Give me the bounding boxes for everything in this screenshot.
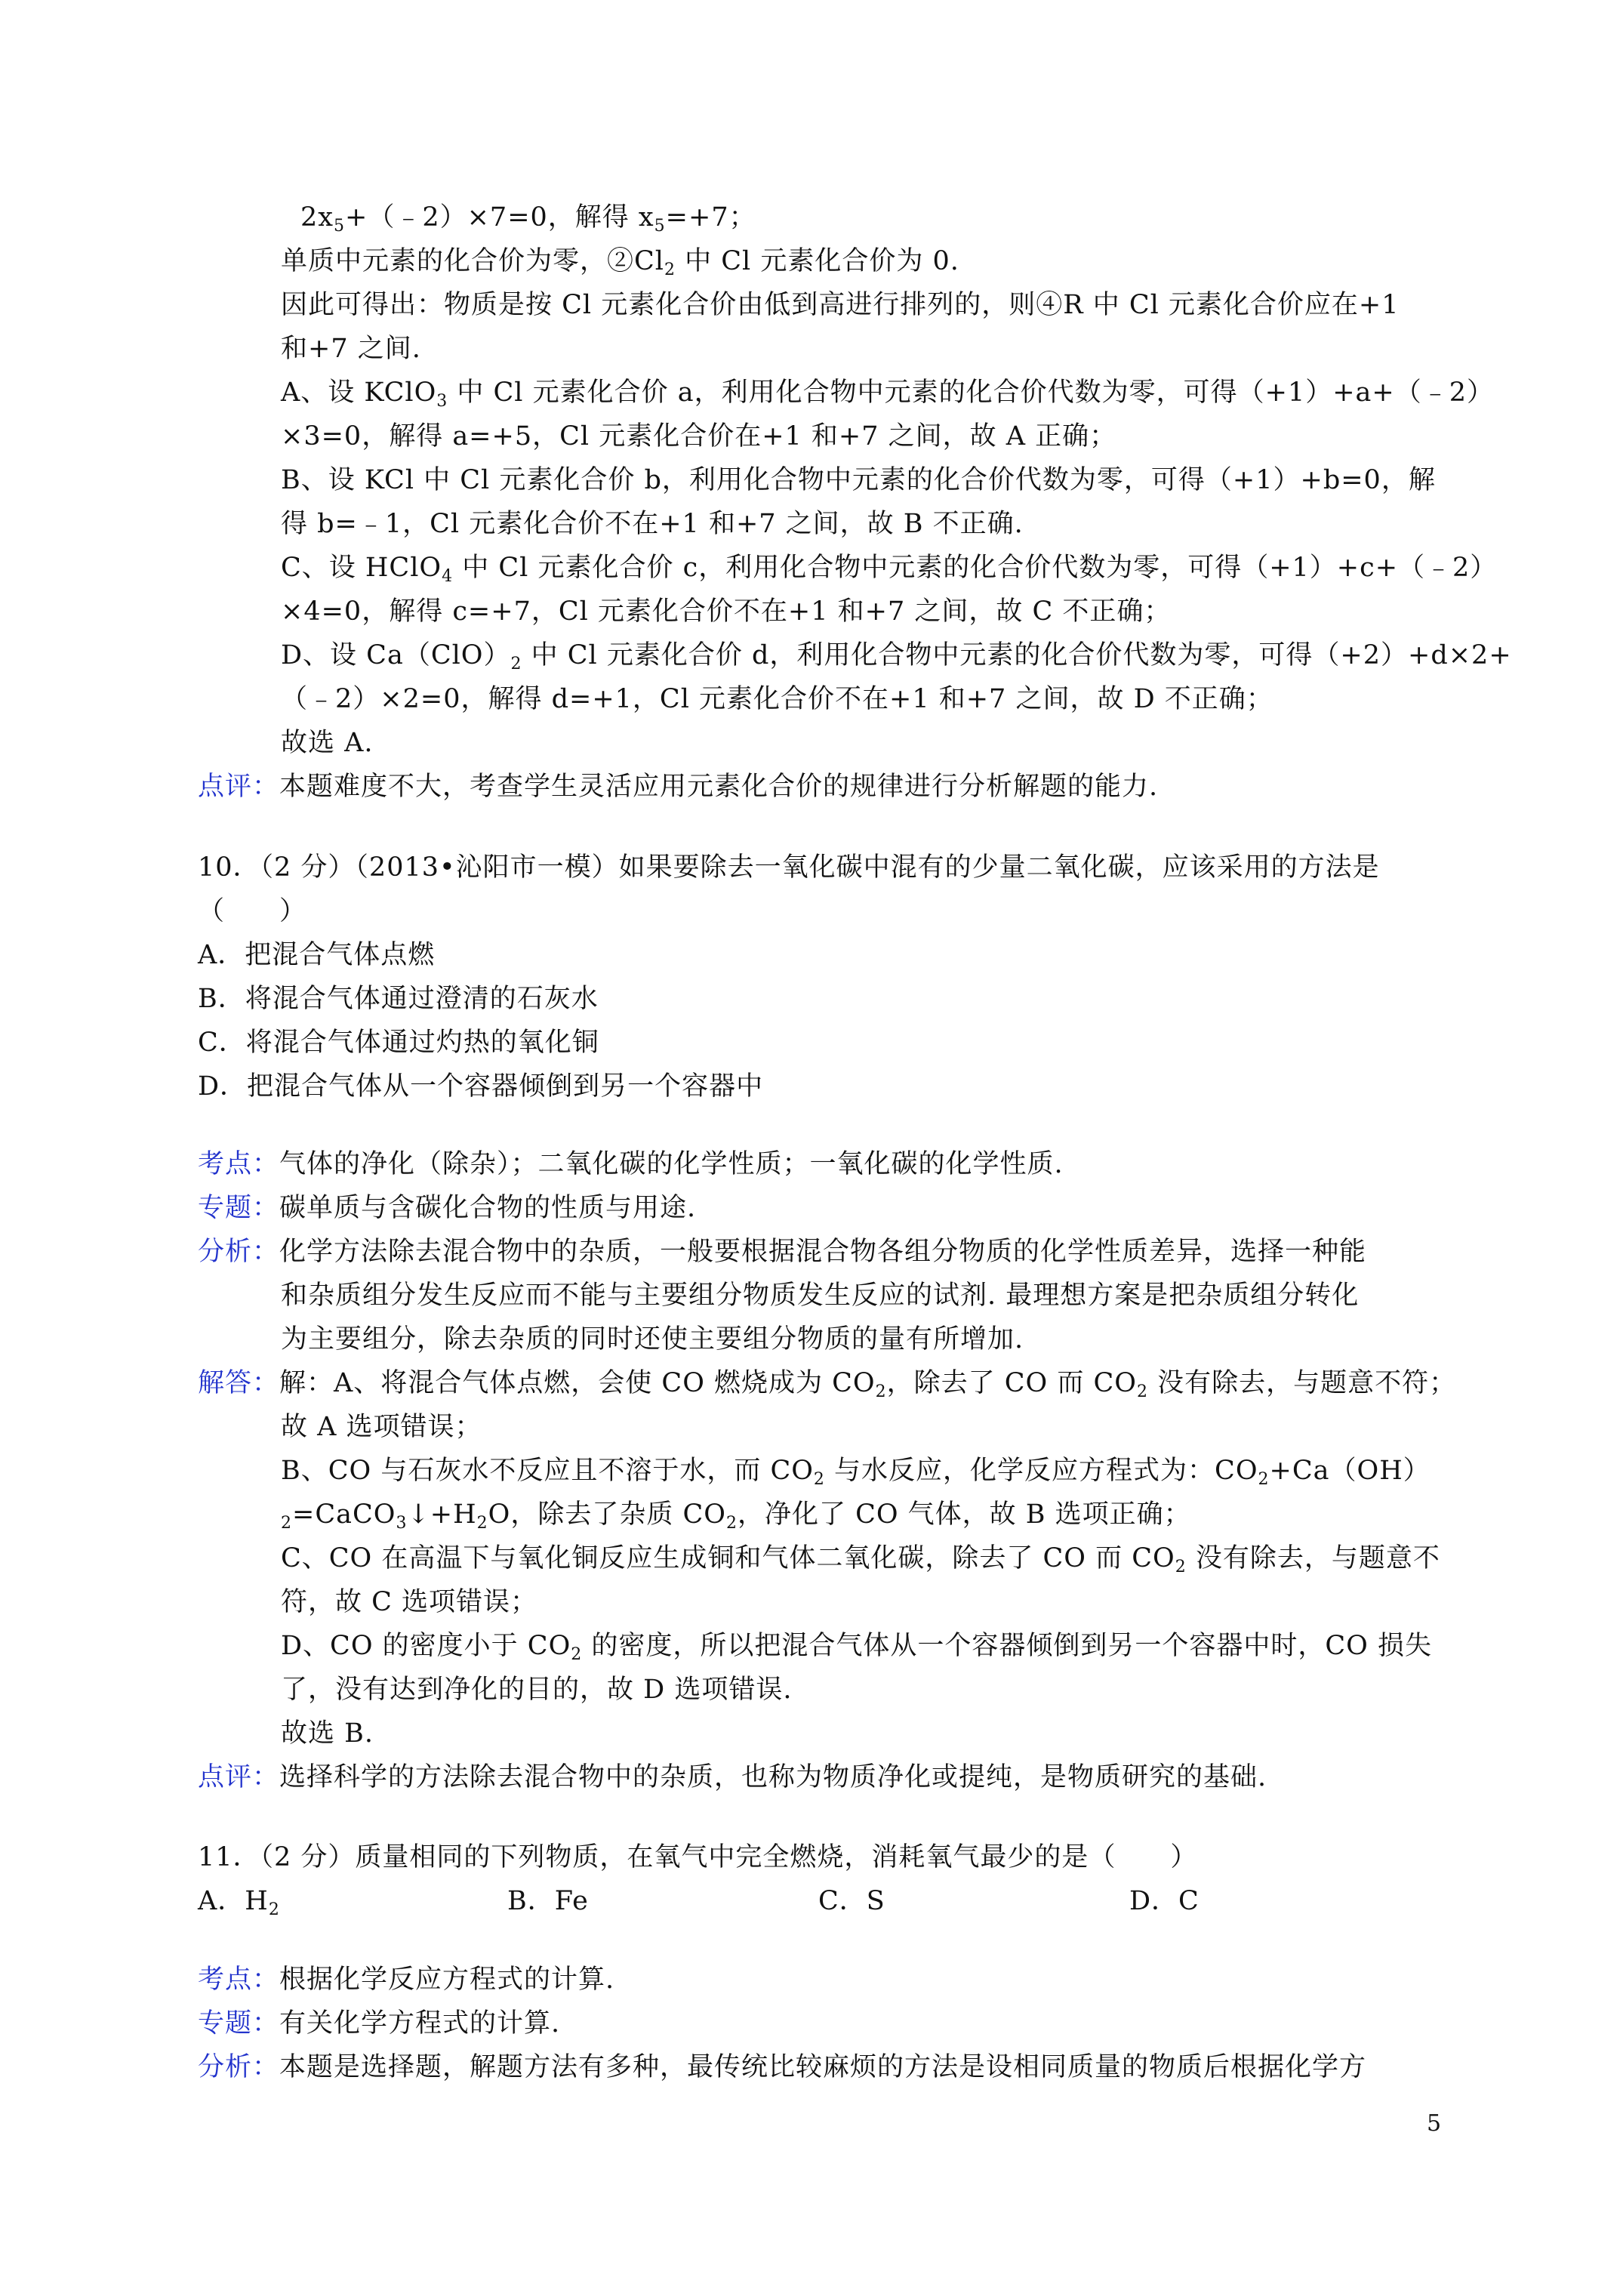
q10-jieda-3: B、CO 与石灰水不反应且不溶于水，而 $CO_2$ 与水反应，化学反应方程式为：$CO_2+Ca(OH)$ [281, 1456, 1431, 1489]
q9-line-11: D、设 $Ca(ClO)_2$ 中 Cl 元素化合价 d，利用化合物中元素的化合价代数为零，可得（+2）+d×2+ [281, 640, 1512, 673]
q11-zhuanti: 专题：有关化学方程式的计算. [198, 2008, 561, 2039]
q9-line-7: B、设 KCl 中 Cl 元素化合价 b，利用化合物中元素的化合价代数为零，可得（+1）+b=0，解 [281, 465, 1436, 495]
q10-kaodian: 考点：气体的净化（除杂）；二氧化碳的化学性质；一氧化碳的化学性质. [198, 1149, 1064, 1179]
q9-line-4: 和+7 之间. [281, 334, 421, 364]
q9-line-9: C、设 HClO$_4$ 中 Cl 元素化合价 c，利用化合物中元素的化合价代数为零，可得（+1）+c+（﹣2） [281, 553, 1498, 586]
q11-kaodian: 考点：根据化学反应方程式的计算. [198, 1965, 615, 1995]
q10-option-d: D．把混合气体从一个容器倾倒到另一个容器中 [198, 1071, 764, 1102]
q10-jieda-2: 故 A 选项错误； [281, 1412, 482, 1442]
q10-stem-line-1: 10．（2 分）（2013•沁阳市一模）如果要除去一氧化碳中混有的少量二氧化碳，应该采用的方法是 [198, 852, 1380, 883]
jieda-label: 解答： [198, 1368, 280, 1398]
q9-line-1: $2x_5+(﹣2)\times 7=0$，解得 $x_5=+7$； [300, 202, 756, 236]
q9-comment: 点评：本题难度不大，考查学生灵活应用元素化合价的规律进行分析解题的能力. [198, 772, 1159, 802]
q10-option-c: C．将混合气体通过灼热的氧化铜 [198, 1028, 599, 1058]
q9-line-10: ×4=0，解得 c=+7，Cl 元素化合价不在+1 和+7 之间，故 C 不正确； [281, 596, 1172, 627]
q9-line-5: A、设 KClO$_3$ 中 Cl 元素化合价 a，利用化合物中元素的化合价代数为零，可得（+1）+a+（﹣2） [281, 378, 1495, 411]
q9-line-3: 因此可得出：物质是按 Cl 元素化合价由低到高进行排列的，则④R 中 Cl 元素化合价应在+1 [281, 290, 1400, 320]
q10-jieda-1: 解答：解：A、将混合气体点燃，会使 CO 燃烧成为 $CO_2$，除去了 CO 而 $CO_2$ 没有除去，与题意不符； [198, 1368, 1457, 1401]
fenxi-label: 分析： [198, 1237, 280, 1267]
kaodian-label: 考点： [198, 1965, 280, 1995]
kaodian-label: 考点： [198, 1149, 280, 1179]
zhuanti-label: 专题： [198, 1193, 280, 1223]
q10-jieda-4: $_2=CaCO_3↓+H_2O$，除去了杂质 $CO_2$，净化了 CO 气体，故 B 选项正确； [281, 1499, 1191, 1533]
q11-option-d: D．C [1129, 1886, 1200, 1916]
q11-stem: 11．（2 分）质量相同的下列物质，在氧气中完全燃烧，消耗氧气最少的是（ ） [198, 1842, 1198, 1872]
page-number: 5 [1427, 2110, 1442, 2137]
q10-jieda-9: 故选 B. [281, 1718, 374, 1749]
q11-option-a: A．$H_2$ [198, 1886, 280, 1919]
q11-fenxi: 分析：本题是选择题，解题方法有多种，最传统比较麻烦的方法是设相同质量的物质后根据化学方 [198, 2052, 1367, 2082]
q10-option-b: B．将混合气体通过澄清的石灰水 [198, 984, 599, 1014]
fenxi-label: 分析： [198, 2052, 280, 2082]
q10-fenxi-3: 为主要组分，除去杂质的同时还使主要组分物质的量有所增加. [281, 1324, 1024, 1354]
q10-jieda-5: C、CO 在高温下与氧化铜反应生成铜和气体二氧化碳，除去了 CO 而 $CO_2$ 没有除去，与题意不 [281, 1543, 1440, 1576]
zhuanti-label: 专题： [198, 2008, 280, 2039]
q10-option-a: A．把混合气体点燃 [198, 940, 436, 970]
comment-label: 点评： [198, 772, 280, 802]
q10-fenxi-2: 和杂质组分发生反应而不能与主要组分物质发生反应的试剂. 最理想方案是把杂质组分转化 [281, 1281, 1360, 1311]
q10-jieda-7: D、CO 的密度小于 $CO_2$ 的密度，所以把混合气体从一个容器倾倒到另一个容器中时，CO 损失 [281, 1631, 1432, 1664]
q10-comment: 点评：选择科学的方法除去混合物中的杂质，也称为物质净化或提纯，是物质研究的基础. [198, 1762, 1267, 1792]
q10-stem-line-2: （ ） [198, 896, 307, 926]
q9-line-2: 单质中元素的化合价为零，$②Cl_2$ 中 Cl 元素化合价为 0. [281, 246, 959, 279]
q10-fenxi-1: 分析：化学方法除去混合物中的杂质，一般要根据混合物各组分物质的化学性质差异，选择一种能 [198, 1237, 1367, 1267]
q11-option-c: C．S [818, 1886, 885, 1916]
q10-jieda-8: 了，没有达到净化的目的，故 D 选项错误. [281, 1675, 793, 1705]
q10-jieda-6: 符，故 C 选项错误； [281, 1587, 538, 1617]
q9-line-13: 故选 A. [281, 728, 374, 758]
q9-line-8: 得 b=﹣1，Cl 元素化合价不在+1 和+7 之间，故 B 不正确. [281, 509, 1024, 539]
q10-zhuanti: 专题：碳单质与含碳化合物的性质与用途. [198, 1193, 697, 1223]
comment-label: 点评： [198, 1762, 280, 1792]
q9-line-12: （﹣2）×2=0，解得 d=+1，Cl 元素化合价不在+1 和+7 之间，故 D 不正确； [281, 684, 1273, 714]
q9-line-6: ×3=0，解得 a=+5，Cl 元素化合价在+1 和+7 之间，故 A 正确； [281, 421, 1117, 451]
q11-option-b: B．Fe [507, 1886, 589, 1916]
